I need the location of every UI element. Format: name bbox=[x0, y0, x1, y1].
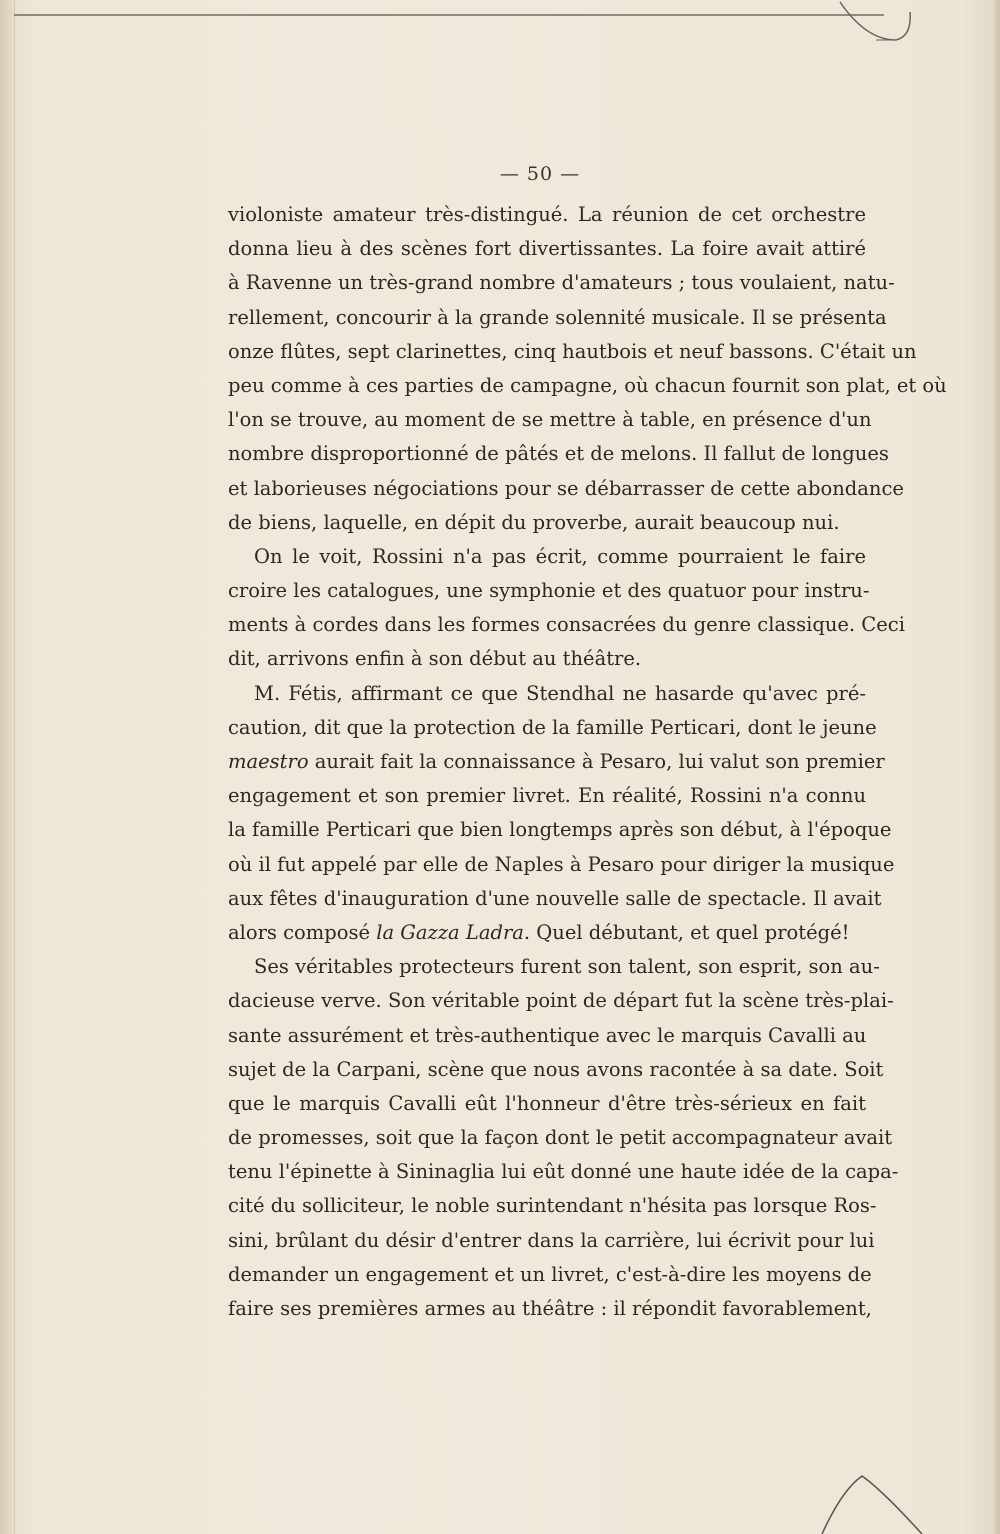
text-line bbox=[228, 916, 866, 950]
text-line: onze flûtes, sept clarinettes, cinq hautbois et neuf bassons. C'était un bbox=[228, 339, 917, 363]
text-line: aux fêtes d'inauguration d'une nouvelle salle de spectacle. Il avait bbox=[228, 886, 882, 910]
italic-word: maestro bbox=[228, 750, 309, 773]
folded-corner-bottom-mark bbox=[812, 1470, 932, 1534]
text-line: nombre disproportionné de pâtés et de melons. Il fallut de longues bbox=[228, 442, 889, 466]
text-line: donna lieu à des scènes fort divertissantes. La foire avait attiré bbox=[228, 237, 866, 261]
text-line: croire les catalogues, une symphonie et des quatuor pour instru- bbox=[228, 579, 870, 603]
text-line: sante assurément et très-authentique avec le marquis Cavalli au bbox=[228, 1023, 867, 1047]
text-line: de promesses, soit que la façon dont le petit accompagnateur avait bbox=[228, 1126, 893, 1150]
text-line: engagement et son premier livret. En réalité, Rossini n'a connu bbox=[228, 784, 866, 808]
text-line bbox=[228, 745, 885, 779]
text-line: dit, arrivons enfin à son début au théâtre. bbox=[228, 647, 642, 671]
text-line: où il fut appelé par elle de Naples à Pesaro pour diriger la musique bbox=[228, 852, 895, 876]
text-line: sujet de la Carpani, scène que nous avons racontée à sa date. Soit bbox=[228, 1057, 884, 1081]
page-top-edge-line bbox=[14, 14, 884, 16]
text-line: sini, brûlant du désir d'entrer dans la carrière, lui écrivit pour lui bbox=[228, 1228, 875, 1252]
text-line: cité du solliciteur, le noble surintendant n'hésita pas lorsque Ros- bbox=[228, 1194, 877, 1218]
body-text bbox=[228, 198, 947, 1326]
paragraph-start-line: Ses véritables protecteurs furent son talent, son esprit, son au- bbox=[254, 955, 880, 979]
page-binding-edge bbox=[0, 0, 15, 1534]
text-line: faire ses premières armes au théâtre : il répondit favorablement, bbox=[228, 1297, 872, 1320]
text-line: ments à cordes dans les formes consacrées du genre classique. Ceci bbox=[228, 613, 905, 637]
text-line: peu comme à ces parties de campagne, où chacun fournit son plat, et où bbox=[228, 373, 947, 397]
text-line: à Ravenne un très-grand nombre d'amateurs ; tous voulaient, natu- bbox=[228, 271, 895, 295]
text-line: violoniste amateur très-distingué. La réunion de cet orchestre bbox=[228, 203, 866, 226]
text-line: l'on se trouve, au moment de se mettre à table, en présence d'un bbox=[228, 408, 872, 432]
line-text-after: . Quel débutant, et quel protégé! bbox=[523, 920, 850, 944]
line-text-before: alors composé bbox=[228, 920, 377, 944]
paragraph-start-line: M. Fétis, affirmant ce que Stendhal ne hasarde qu'avec pré- bbox=[254, 681, 866, 705]
italic-title: la Gazza Ladra bbox=[376, 920, 524, 944]
text-line: et laborieuses négociations pour se débarrasser de cette abondance bbox=[228, 476, 904, 500]
text-line: rellement, concourir à la grande solennité musicale. Il se présenta bbox=[228, 305, 887, 329]
text-line: caution, dit que la protection de la famille Perticari, dont le jeune bbox=[228, 715, 877, 739]
text-line: de biens, laquelle, en dépit du proverbe, aurait beaucoup nui. bbox=[228, 510, 840, 534]
page-number: — 50 — bbox=[499, 163, 581, 185]
line-text-after: aurait fait la connaissance à Pesaro, lui valut son premier bbox=[308, 750, 885, 773]
text-line: demander un engagement et un livret, c'est-à-dire les moyens de bbox=[228, 1262, 872, 1286]
text-line: que le marquis Cavalli eût l'honneur d'être très-sérieux en fait bbox=[228, 1091, 866, 1115]
text-line: tenu l'épinette à Sininaglia lui eût donné une haute idée de la capa- bbox=[228, 1160, 899, 1184]
text-line: la famille Perticari que bien longtemps après son début, à l'époque bbox=[228, 818, 892, 842]
folded-corner-top-mark bbox=[836, 0, 916, 44]
text-line: dacieuse verve. Son véritable point de départ fut la scène très-plai- bbox=[228, 989, 894, 1013]
page-right-edge bbox=[994, 0, 1000, 1534]
paragraph-start-line: On le voit, Rossini n'a pas écrit, comme pourraient le faire bbox=[254, 544, 866, 568]
